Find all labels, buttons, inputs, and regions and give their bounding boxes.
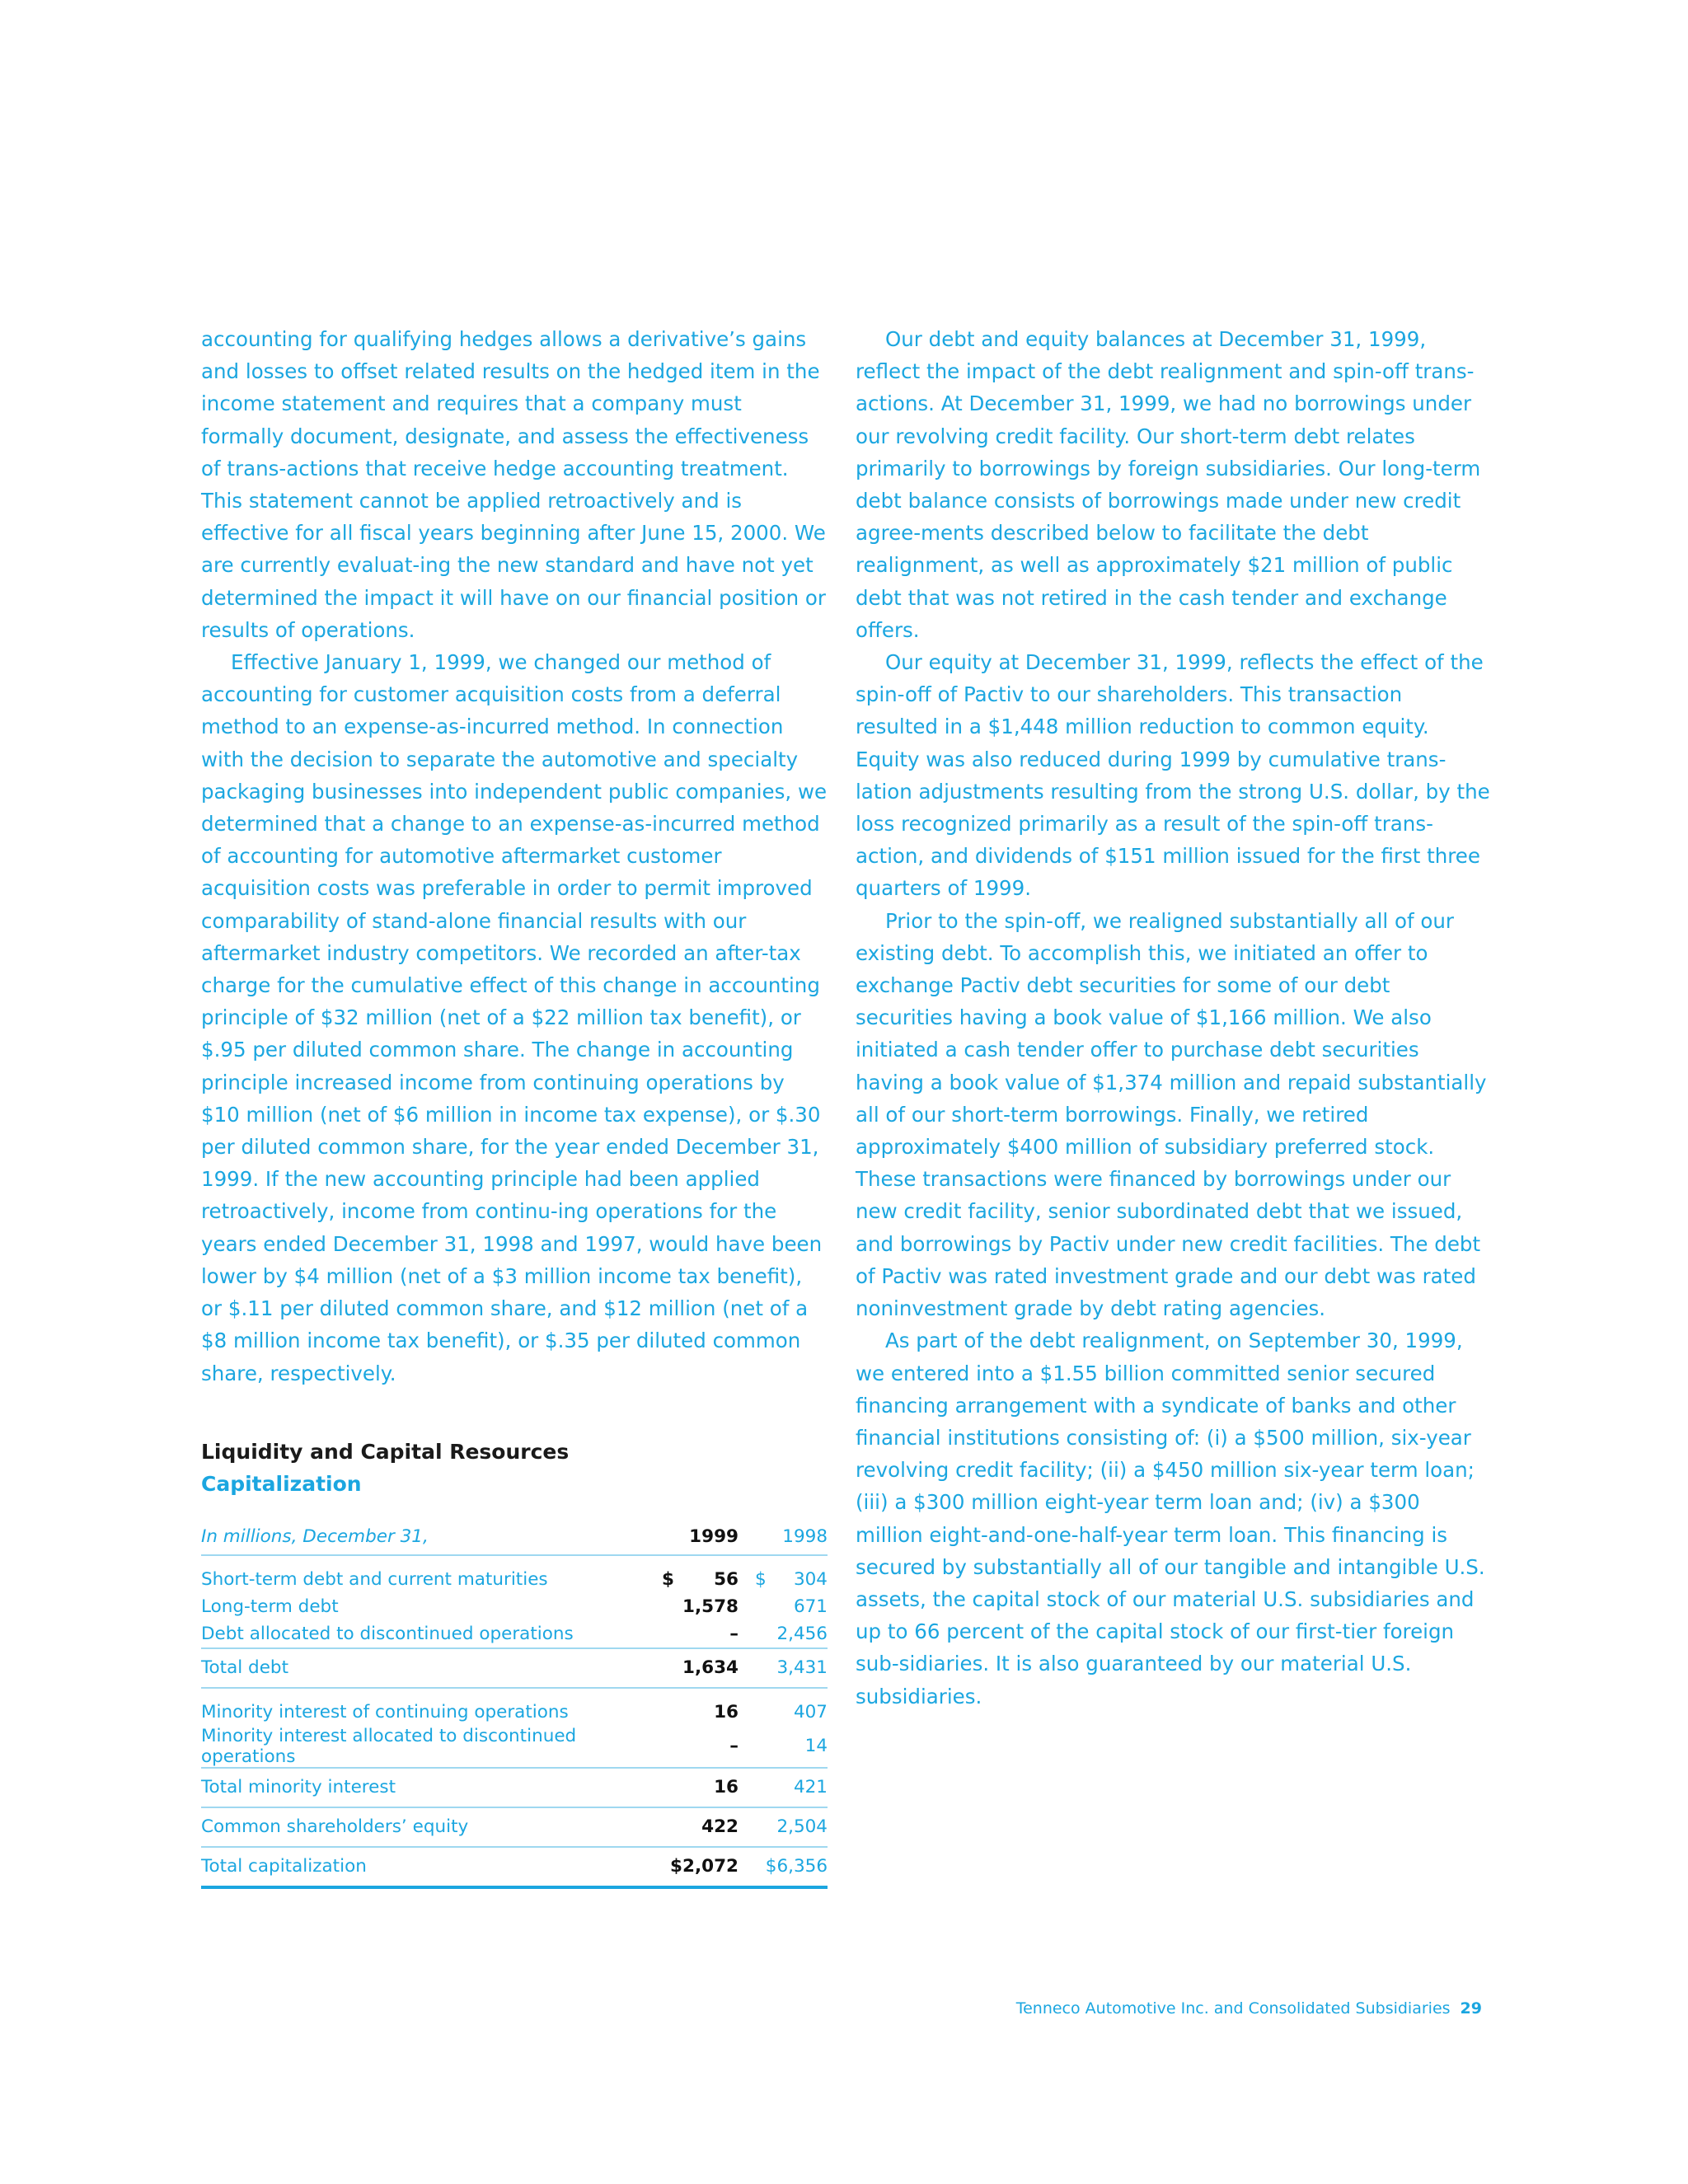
table-header-row bbox=[201, 1520, 828, 1555]
value-1998: 3,431 bbox=[738, 1648, 828, 1688]
table-row-total bbox=[201, 1768, 828, 1807]
row-label: Minority interest of continuing operations bbox=[201, 1701, 569, 1722]
row-label: Total minority interest bbox=[201, 1768, 644, 1807]
value-1999: $2,072 bbox=[644, 1847, 738, 1887]
value-1999: 16 bbox=[714, 1701, 738, 1722]
body-paragraph: Our debt and equity balances at December 31, 1999, reflect the impact of the debt realignment and spin-off trans-actions. At December 31, 1999, we had no borrowings under our revolving credit facility. Our short-term debt relates primarily to borrowings by foreign subsidiaries. Our long-term debt balance consists of borrowings made under new credit agree-ments described below to facilitate the debt realignment, as well as approximately $21 million of public debt that was not retired in the cash tender and exchange offers. bbox=[856, 327, 1481, 642]
section-subtitle: Capitalization bbox=[201, 1471, 362, 1496]
value-1998: 2,504 bbox=[738, 1807, 828, 1847]
table-row-grand-total bbox=[201, 1847, 828, 1887]
value-1999: 1,578 bbox=[682, 1596, 738, 1617]
table-row bbox=[201, 1688, 828, 1726]
row-label: Long-term debt bbox=[201, 1596, 339, 1617]
value-1998: 2,456 bbox=[738, 1620, 828, 1648]
value-1998: 671 bbox=[793, 1596, 828, 1617]
row-label: Total capitalization bbox=[201, 1847, 644, 1887]
currency-symbol: $ bbox=[755, 1568, 767, 1590]
left-column bbox=[201, 323, 828, 1889]
page-number: 29 bbox=[1460, 1999, 1482, 2018]
table-row bbox=[201, 1807, 828, 1847]
value-1999: 422 bbox=[644, 1807, 738, 1847]
table-row-total bbox=[201, 1648, 828, 1688]
value-1999 bbox=[644, 1555, 738, 1593]
value-1998: 421 bbox=[738, 1768, 828, 1807]
value-1998: 14 bbox=[738, 1726, 828, 1768]
row-label: Minority interest allocated to discontinued operations bbox=[201, 1726, 644, 1768]
value-1999: – bbox=[644, 1726, 738, 1768]
value-1999: 1,634 bbox=[644, 1648, 738, 1688]
body-paragraph: Effective January 1, 1999, we changed our method of accounting for customer acquisition costs from a deferral method to an expense-as-incurred method. In connection with the decision to separate the automotive and specialty packaging businesses into independent public companies, we determined that a change to an expense-as-incurred method of accounting for automotive aftermarket customer acquisition costs was preferable in order to permit improved comparability of stand-alone financial results with our aftermarket industry competitors. We recorded an after-tax charge for the cumulative effect of this change in accounting principle of $32 million (net of a $22 million tax benefit), or $.95 per diluted common share. The change in accounting principle increased income from continuing operations by $10 million (net of $6 million in income tax expense), or $.30 per diluted common share, for the year ended December 31, 1999. If the new accounting principle had been applied retroactively, income from continu-ing operations for the years ended December 31, 1998 and 1997, would have been lower by $4 million (net of a $3 million income tax benefit), or $.11 per diluted common share, and $12 million (net of a $8 million income tax benefit), or $.35 per diluted common share, respectively. bbox=[201, 650, 828, 1385]
body-paragraph: accounting for qualifying hedges allows a derivative’s gains and losses to offset related results on the hedged item in the income statement and requires that a company must formally document, designate, and assess the effectiveness of trans-actions that receive hedge accounting treatment. This statement cannot be applied retroactively and is effective for all fiscal years beginning after June 15, 2000. We are currently evaluat-ing the new standard and have not yet determined the impact it will have on our financial position or results of operations. bbox=[201, 327, 826, 642]
body-paragraph: As part of the debt realignment, on September 30, 1999, we entered into a $1.55 billion committed senior secured financing arrangement with a syndicate of banks and other financial institutions consisting of: (i) a $500 million, six-year revolving credit facility; (ii) a $450 million six-year term loan; (iii) a $300 million eight-year term loan and; (iv) a $300 million eight-and-one-half-year term loan. This financing is secured by substantially all of our tangible and intangible U.S. assets, the capital stock of our material U.S. subsidiaries and up to 66 percent of the capital stock of our first-tier foreign sub-sidiaries. It is also guaranteed by our material U.S. subsidiaries. bbox=[856, 1329, 1485, 1708]
table-row bbox=[201, 1593, 828, 1620]
value-1998: $6,356 bbox=[738, 1847, 828, 1887]
column-header-1999: 1999 bbox=[644, 1520, 738, 1555]
row-label: Debt allocated to discontinued operations bbox=[201, 1620, 644, 1648]
value-1999: 16 bbox=[644, 1768, 738, 1807]
value-1998 bbox=[738, 1555, 828, 1593]
column-header-1998: 1998 bbox=[738, 1520, 828, 1555]
row-label: Total debt bbox=[201, 1648, 644, 1688]
table-row bbox=[201, 1620, 828, 1648]
row-label: Common shareholders’ equity bbox=[201, 1807, 644, 1847]
cell-value: 56 bbox=[714, 1568, 738, 1590]
section-title: Liquidity and Capital Resources bbox=[201, 1439, 570, 1464]
table-row bbox=[201, 1726, 828, 1768]
currency-symbol: $ bbox=[662, 1568, 674, 1590]
cell-value: 304 bbox=[793, 1568, 828, 1590]
capitalization-table bbox=[201, 1520, 828, 1889]
row-label: Short-term debt and current maturities bbox=[201, 1568, 548, 1590]
right-column bbox=[856, 323, 1490, 1713]
body-paragraph: Prior to the spin-off, we realigned substantially all of our existing debt. To accomplish this, we initiated an offer to exchange Pactiv debt securities for some of our debt securities having a book value of $1,166 million. We also initiated a cash tender offer to purchase debt securities having a book value of $1,374 million and repaid substantially all of our short-term borrowings. Finally, we retired approximately $400 million of subsidiary preferred stock. These transactions were financed by borrowings under our new credit facility, senior subordinated debt that we issued, and borrowings by Pactiv under new credit facilities. The debt of Pactiv was rated investment grade and our debt was rated noninvestment grade by debt rating agencies. bbox=[856, 908, 1487, 1321]
table-row bbox=[201, 1555, 828, 1593]
value-1999: – bbox=[644, 1620, 738, 1648]
page-footer bbox=[1016, 1999, 1482, 2018]
table-header-label: In millions, December 31, bbox=[201, 1520, 644, 1555]
body-paragraph: Our equity at December 31, 1999, reflects the effect of the spin-off of Pactiv to our shareholders. This transaction resulted in a $1,448 million reduction to common equity. Equity was also reduced during 1999 by cumulative trans-lation adjustments resulting from the strong U.S. dollar, by the loss recognized primarily as a result of the spin-off trans-action, and dividends of $151 million issued for the first three quarters of 1999. bbox=[856, 650, 1490, 901]
footer-company: Tenneco Automotive Inc. and Consolidated Subsidiaries bbox=[1015, 1999, 1451, 2018]
value-1998: 407 bbox=[793, 1701, 828, 1722]
